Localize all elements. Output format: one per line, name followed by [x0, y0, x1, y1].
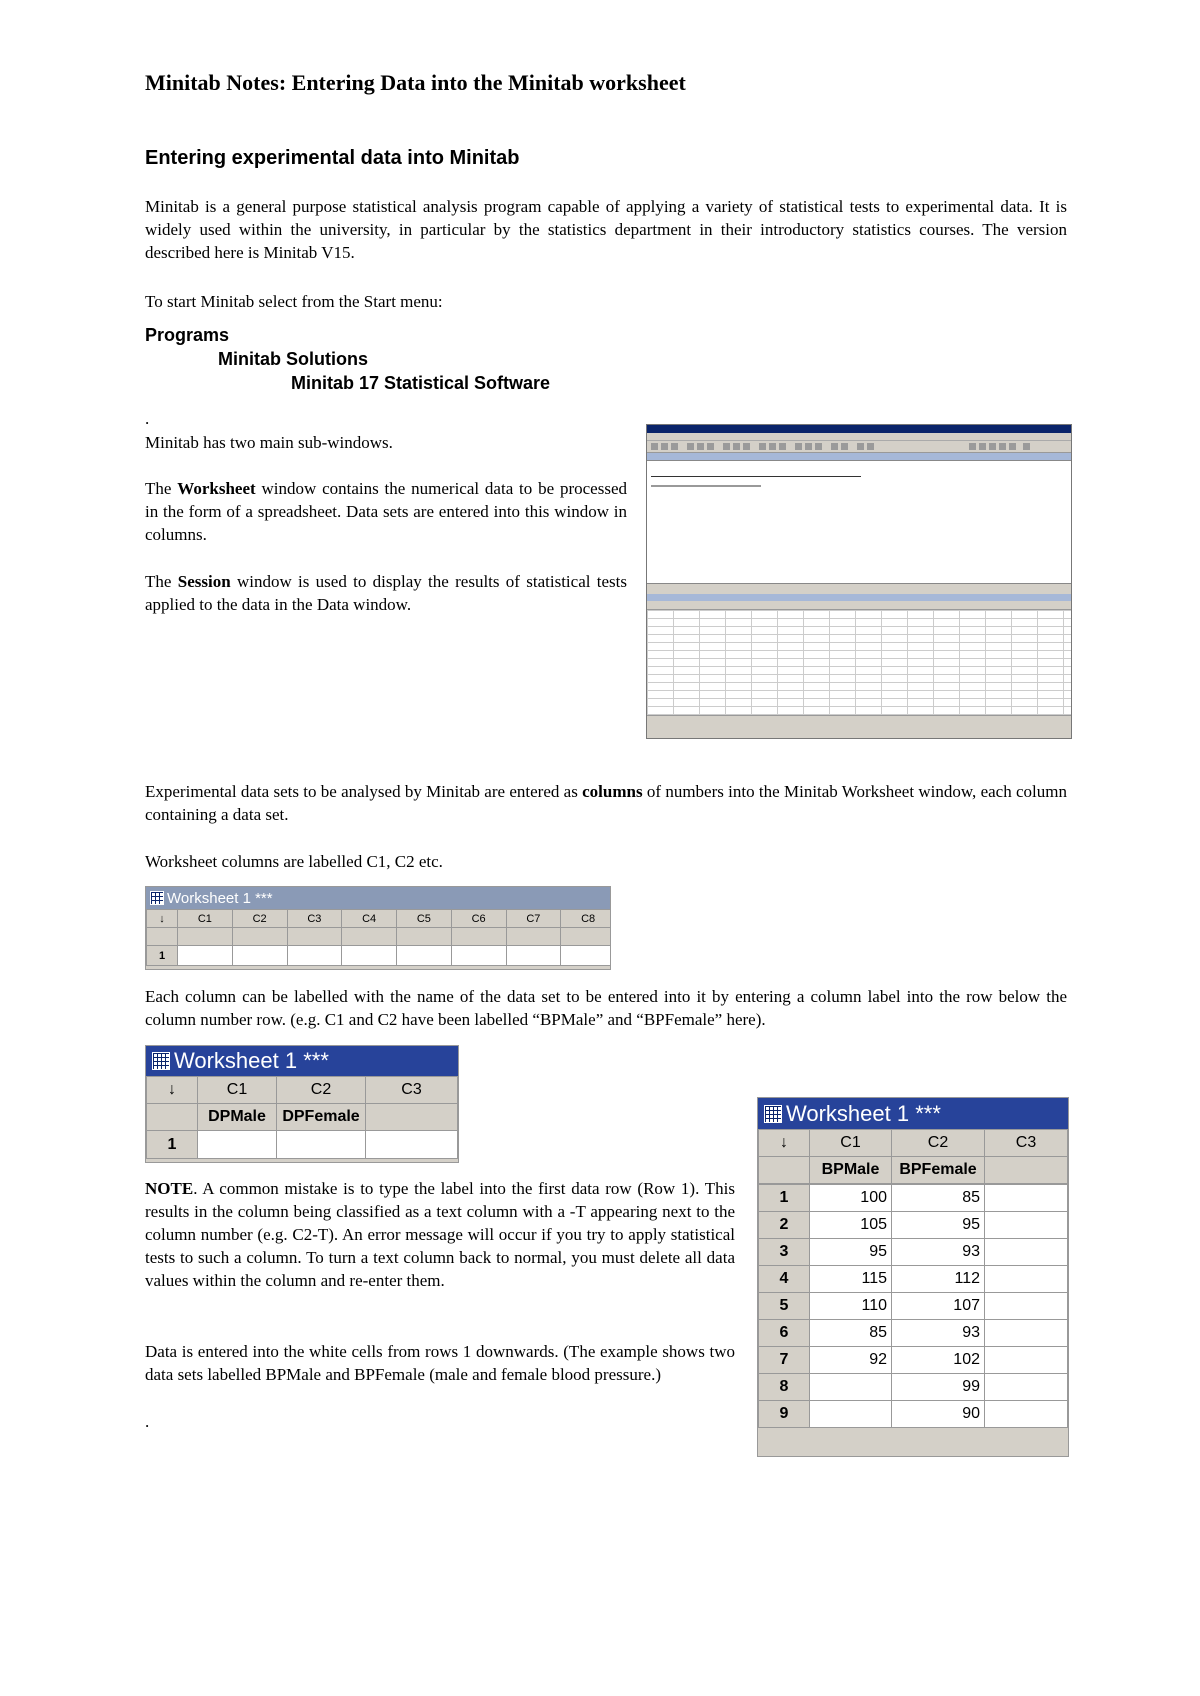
worksheet-columns-screenshot [145, 886, 611, 970]
data-cell[interactable]: 107 [892, 1293, 985, 1320]
data-cell[interactable]: 95 [892, 1212, 985, 1239]
row-number: 3 [759, 1239, 810, 1266]
data-cell[interactable]: 100 [810, 1185, 892, 1212]
row-number: 7 [759, 1347, 810, 1374]
row-number: 4 [759, 1266, 810, 1293]
session-window [647, 461, 1071, 584]
data-cell[interactable] [810, 1401, 892, 1428]
data-cell[interactable] [985, 1293, 1068, 1320]
menu-path-software: Minitab 17 Statistical Software [291, 373, 551, 393]
data-cell[interactable]: 85 [810, 1320, 892, 1347]
data-cell[interactable]: 92 [810, 1347, 892, 1374]
label-paragraph: Each column can be labelled with the name of the data set to be entered into it by entering a column label into the row below the column number row. (e.g. C1 and C2 have been labelled “BPMale” and “BPFemale” here). [145, 987, 1067, 1029]
data-cell[interactable]: 90 [892, 1401, 985, 1428]
column-arrow: ↓ [759, 1130, 810, 1157]
worksheet-title: Worksheet 1 *** [786, 1100, 941, 1126]
data-cell[interactable] [985, 1212, 1068, 1239]
worksheet-title: Worksheet 1 *** [174, 1048, 329, 1073]
session-window-title [647, 453, 1071, 461]
worksheet-grid [647, 610, 1071, 715]
dot-2: . [145, 1412, 150, 1431]
data-cell[interactable] [198, 1131, 277, 1159]
table-row [759, 1212, 1068, 1239]
table-row [759, 1239, 1068, 1266]
data-entry-paragraph: Data is entered into the white cells from rows 1 downwards. (The example shows two data sets labelled BPMale and BPFemale (male and female blood pressure.) [145, 1342, 735, 1384]
column-label[interactable]: DPMale [198, 1104, 277, 1131]
worksheet-title-bar [758, 1098, 1068, 1129]
data-cell[interactable] [985, 1401, 1068, 1428]
data-cell[interactable]: 93 [892, 1239, 985, 1266]
data-cell[interactable] [985, 1185, 1068, 1212]
worksheet-title: Worksheet 1 *** [167, 889, 273, 907]
table-row [759, 1266, 1068, 1293]
table-row [759, 1401, 1068, 1428]
column-header: C1 [810, 1130, 892, 1157]
column-label[interactable]: BPMale [810, 1157, 892, 1184]
worksheet-grid-icon [764, 1105, 782, 1123]
row-number: 9 [759, 1401, 810, 1428]
column-header: C2 [892, 1130, 985, 1157]
intro-paragraph: Minitab is a general purpose statistical analysis program capable of applying a variety of statistical tests to experimental data. It is widely used within the university, in particular by the statistics department in their introductory statistics courses. The version described here is Minitab V15. [145, 197, 1067, 262]
column-label[interactable]: BPFemale [892, 1157, 985, 1184]
column-header: C7 [506, 910, 561, 928]
column-header: C6 [451, 910, 506, 928]
minitab-screenshot [646, 424, 1072, 739]
data-table [758, 1184, 1068, 1428]
worksheet-title-bar [146, 1046, 458, 1076]
data-cell[interactable] [985, 1347, 1068, 1374]
data-cell[interactable]: 105 [810, 1212, 892, 1239]
worksheet-window-title [647, 594, 1071, 601]
data-cell[interactable]: 93 [892, 1320, 985, 1347]
menu-path-solutions: Minitab Solutions [218, 349, 368, 369]
worksheet-title-bar [146, 887, 610, 909]
table-row [759, 1347, 1068, 1374]
table-row [759, 1320, 1068, 1347]
table-row [759, 1374, 1068, 1401]
data-cell[interactable]: 112 [892, 1266, 985, 1293]
row-number: 1 [147, 1131, 198, 1159]
dot-1: . [145, 409, 150, 428]
table-row [759, 1293, 1068, 1320]
data-cell[interactable]: 99 [892, 1374, 985, 1401]
column-header: C4 [342, 910, 397, 928]
labelled-text: Worksheet columns are labelled C1, C2 etc. [145, 852, 443, 871]
row-number: 1 [147, 946, 178, 966]
data-worksheet-screenshot [757, 1097, 1069, 1457]
row-number: 8 [759, 1374, 810, 1401]
data-cell[interactable]: 95 [810, 1239, 892, 1266]
row-number: 2 [759, 1212, 810, 1239]
data-cell[interactable]: 85 [892, 1185, 985, 1212]
status-bar [647, 715, 1071, 728]
data-cell[interactable]: 102 [892, 1347, 985, 1374]
app-title-bar [647, 425, 1071, 433]
column-label[interactable] [366, 1104, 458, 1131]
data-cell[interactable] [277, 1131, 366, 1159]
column-header: C3 [287, 910, 342, 928]
column-header: C5 [397, 910, 452, 928]
column-arrow: ↓ [147, 910, 178, 928]
column-header: C8 [561, 910, 611, 928]
app-menu-bar [647, 433, 1071, 441]
data-cell[interactable] [810, 1374, 892, 1401]
note-paragraph: NOTE. A common mistake is to type the label into the first data row (Row 1). This results in the column being classified as a text column with a -T appearing next to the column number (e.g. C2-T). An error message will occur if you try to apply statistical tests to such a column. To turn a text column back to normal, you must delete all data values within the column and re-enter them. [145, 1179, 735, 1290]
worksheet-grid-icon [152, 1052, 170, 1070]
app-toolbar [647, 441, 1071, 453]
start-menu-text: To start Minitab select from the Start menu: [145, 292, 443, 311]
row-number: 1 [759, 1185, 810, 1212]
data-cell[interactable] [366, 1131, 458, 1159]
column-header: C2 [277, 1077, 366, 1104]
column-header: C3 [366, 1077, 458, 1104]
worksheet-grid-icon [150, 891, 164, 905]
row-number: 6 [759, 1320, 810, 1347]
document-title: Minitab Notes: Entering Data into the Minitab worksheet [145, 70, 686, 95]
column-header: C2 [232, 910, 287, 928]
labelled-worksheet-screenshot [145, 1045, 459, 1163]
columns-paragraph: Experimental data sets to be analysed by Minitab are entered as columns of numbers into the Minitab Worksheet window, each column containing a data set. [145, 782, 1067, 824]
menu-path-programs: Programs [145, 325, 230, 345]
sub-windows-text: Minitab has two main sub-windows. [145, 433, 393, 452]
data-cell[interactable] [985, 1239, 1068, 1266]
worksheet-paragraph: The Worksheet window contains the numerical data to be processed in the form of a spreadsheet. Data sets are entered into this window in columns. [145, 479, 628, 544]
section-heading: Entering experimental data into Minitab [145, 147, 520, 169]
row-number: 5 [759, 1293, 810, 1320]
column-arrow: ↓ [147, 1077, 198, 1104]
data-cell[interactable] [985, 1320, 1068, 1347]
column-header: C3 [985, 1130, 1068, 1157]
data-cell[interactable]: 110 [810, 1293, 892, 1320]
table-row [759, 1185, 1068, 1212]
data-cell[interactable] [985, 1266, 1068, 1293]
data-cell[interactable] [985, 1374, 1068, 1401]
column-header: C1 [178, 910, 233, 928]
column-label[interactable]: DPFemale [277, 1104, 366, 1131]
session-paragraph: The Session window is used to display the results of statistical tests applied to the data in the Data window. [145, 572, 627, 614]
column-header: C1 [198, 1077, 277, 1104]
column-label[interactable] [985, 1157, 1068, 1184]
data-cell[interactable]: 115 [810, 1266, 892, 1293]
